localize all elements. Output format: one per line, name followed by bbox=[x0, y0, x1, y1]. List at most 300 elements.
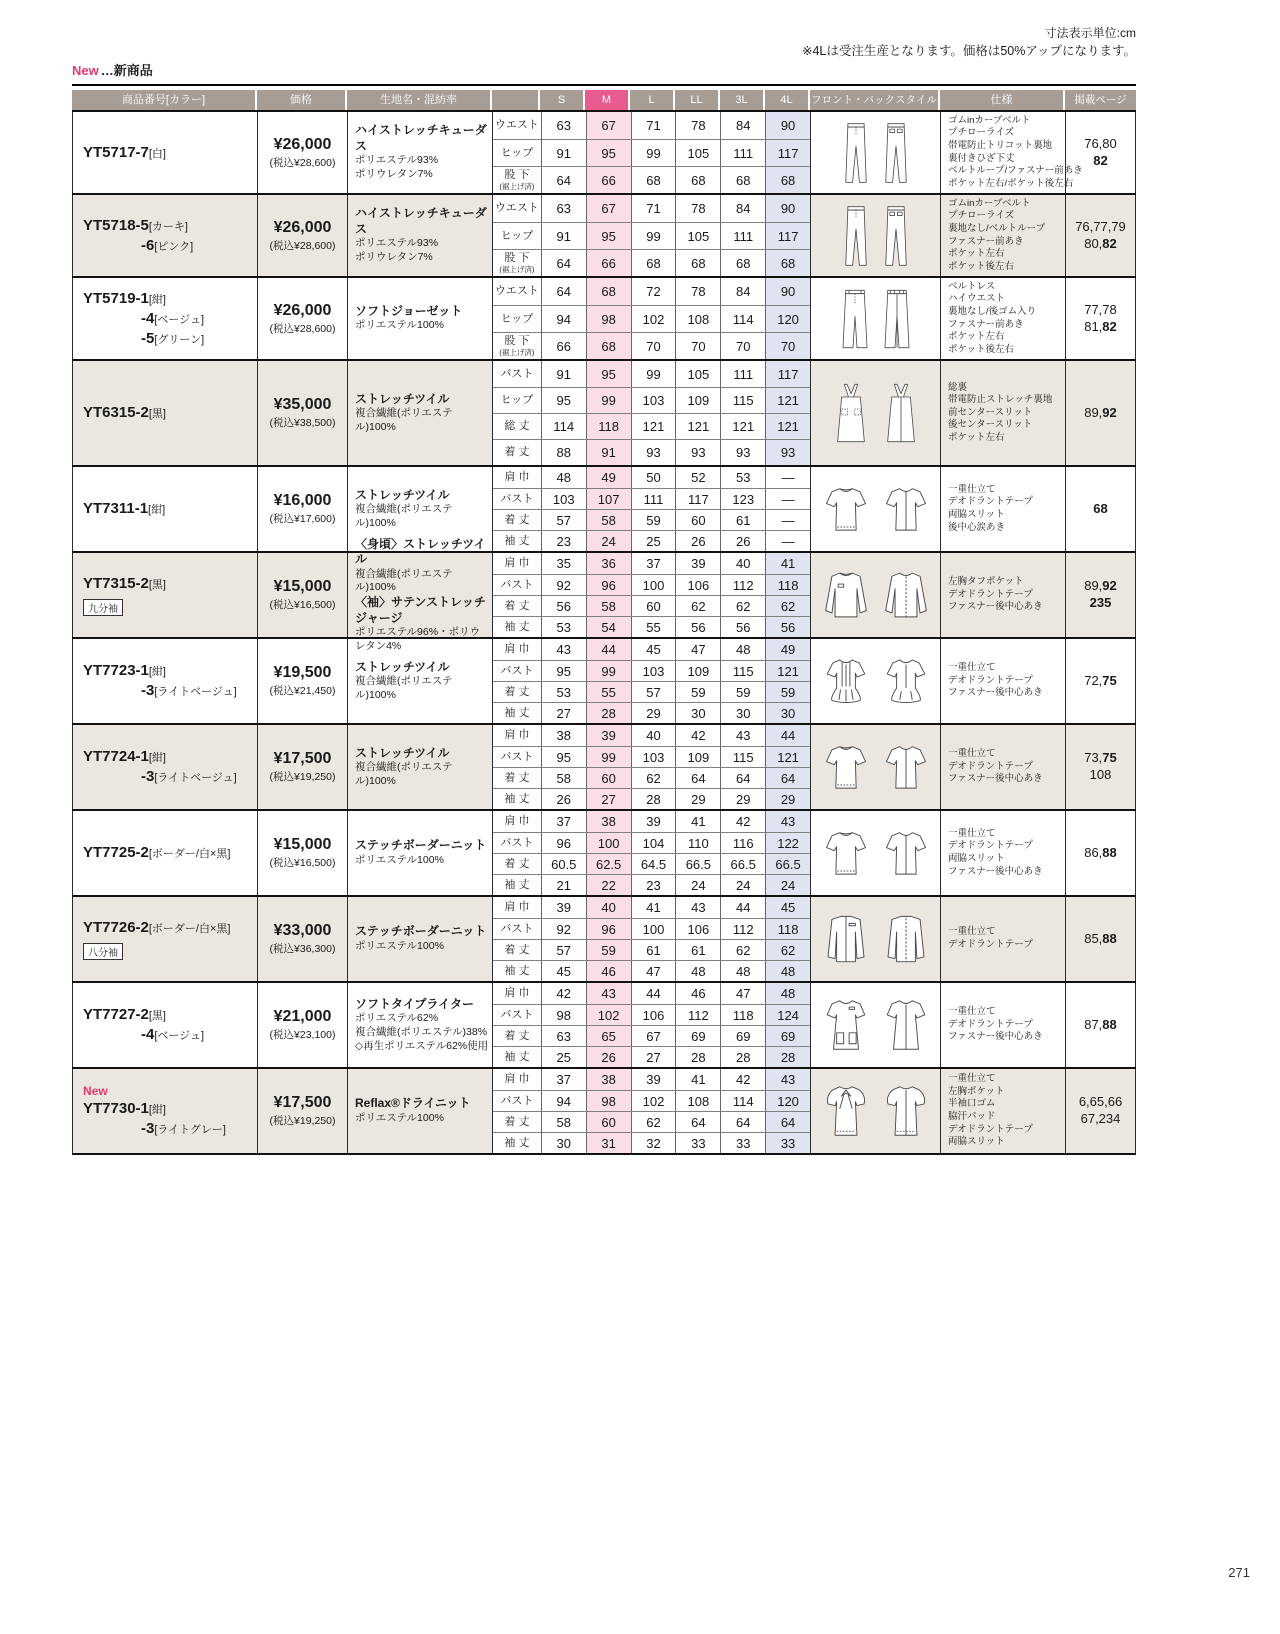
price-cell bbox=[257, 983, 347, 1067]
size-value: 53 bbox=[720, 467, 765, 488]
spec-line: 後センタースリット bbox=[948, 419, 1033, 431]
size-value: 31 bbox=[586, 1133, 631, 1153]
fabric-cell bbox=[347, 983, 492, 1067]
size-value: 64 bbox=[541, 167, 586, 193]
size-value: — bbox=[765, 467, 810, 488]
fabric-cell bbox=[347, 725, 492, 809]
size-value: 29 bbox=[675, 789, 720, 809]
measurement-label bbox=[493, 140, 541, 166]
spec-line: デオドラントテープ bbox=[948, 1123, 1033, 1135]
fabric-line: ステッチボーダーニット bbox=[355, 924, 487, 939]
table-row bbox=[72, 465, 1136, 551]
size-value: 26 bbox=[586, 1047, 631, 1067]
measurement-label bbox=[493, 1069, 541, 1090]
size-value: 70 bbox=[720, 333, 765, 359]
size-value: 110 bbox=[675, 833, 720, 853]
size-value: 43 bbox=[675, 897, 720, 918]
measurement-row bbox=[493, 939, 810, 960]
size-value: 120 bbox=[765, 1091, 810, 1111]
product-code bbox=[83, 403, 257, 423]
size-value: 100 bbox=[586, 833, 631, 853]
product-code bbox=[83, 918, 257, 938]
size-value: 118 bbox=[720, 1005, 765, 1025]
size-value: 107 bbox=[586, 489, 631, 509]
page-ref bbox=[1084, 750, 1117, 767]
spec-line: 両脇スリット bbox=[948, 509, 1005, 520]
product-code bbox=[83, 1025, 257, 1045]
size-value: 103 bbox=[541, 489, 586, 509]
fabric-line: ソフトジョーゼット bbox=[355, 303, 463, 318]
size-value: 72 bbox=[631, 278, 676, 305]
size-value: 58 bbox=[541, 1112, 586, 1132]
size-value: 122 bbox=[765, 833, 810, 853]
header-spec: 仕様 bbox=[940, 90, 1065, 110]
size-value: 68 bbox=[675, 167, 720, 193]
measurement-row bbox=[493, 874, 810, 895]
spec-line: 帯電防止ストレッチ裏地 bbox=[948, 394, 1053, 406]
size-value: 118 bbox=[765, 919, 810, 939]
size-value: 28 bbox=[720, 1047, 765, 1067]
product-cell bbox=[72, 897, 257, 981]
measurement-label bbox=[493, 617, 541, 637]
size-value: 66.5 bbox=[675, 854, 720, 874]
measurement-label-text: バスト bbox=[500, 367, 534, 380]
measurement-label bbox=[493, 414, 541, 439]
measurement-row bbox=[493, 166, 810, 193]
size-value: 91 bbox=[541, 361, 586, 387]
product-code-number: -4 bbox=[141, 309, 155, 327]
measurement-row bbox=[493, 195, 810, 222]
size-value: 59 bbox=[586, 940, 631, 960]
measurement-row bbox=[493, 222, 810, 249]
measurement-label bbox=[493, 333, 541, 359]
fabric-cell bbox=[347, 278, 492, 359]
size-value: 123 bbox=[720, 489, 765, 509]
measurement-label-text: 着 丈 bbox=[504, 771, 530, 784]
price: ¥16,000 bbox=[273, 492, 332, 509]
size-value: 42 bbox=[720, 1069, 765, 1090]
size-value: 99 bbox=[586, 661, 631, 681]
measurement-row bbox=[493, 112, 810, 139]
garment-front-illustration bbox=[841, 116, 871, 190]
garment-back-illustration bbox=[881, 569, 931, 621]
garment-back-illustration bbox=[881, 997, 931, 1053]
price: ¥26,000 bbox=[273, 135, 332, 153]
fabric-cell bbox=[347, 811, 492, 895]
product-code bbox=[83, 329, 257, 349]
measurement-row bbox=[493, 1004, 810, 1025]
page-ref-number: 87, bbox=[1084, 1016, 1103, 1032]
fabric-line: ハイストレッチキューダス bbox=[355, 123, 487, 153]
page-ref-number: 92 bbox=[1102, 578, 1117, 594]
spec-line: デオドラントテープ bbox=[948, 939, 1033, 950]
spec-line: ポケット左右/ポケット後左右 bbox=[948, 177, 1074, 189]
price: ¥26,000 bbox=[273, 301, 332, 319]
product-code bbox=[83, 289, 257, 309]
size-value: 35 bbox=[541, 553, 586, 574]
measurement-label bbox=[493, 361, 541, 387]
product-code-number: YT7725-2 bbox=[83, 844, 149, 861]
table-row bbox=[72, 1067, 1136, 1153]
measurement-label bbox=[493, 940, 541, 960]
measurement-label-text: 肩 巾 bbox=[504, 987, 530, 999]
measurement-label bbox=[493, 531, 541, 551]
size-value: 33 bbox=[765, 1133, 810, 1153]
spec-line: 左胸ポケット bbox=[948, 1085, 1005, 1097]
size-value: 114 bbox=[720, 306, 765, 332]
measurement-label-text: 着 丈 bbox=[504, 857, 530, 870]
size-value: 23 bbox=[541, 531, 586, 551]
garment-front-illustration bbox=[839, 282, 871, 356]
spec-line: ポケット左右 bbox=[948, 431, 1005, 443]
measurement-row bbox=[493, 983, 810, 1004]
fabric-line: 複合繊維(ポリエステル)100% bbox=[355, 567, 453, 594]
size-value: 68 bbox=[765, 250, 810, 276]
size-value: 29 bbox=[631, 703, 676, 723]
table-row bbox=[72, 723, 1136, 809]
size-value: 65 bbox=[586, 1026, 631, 1046]
table-row bbox=[72, 809, 1136, 895]
spec-cell bbox=[940, 278, 1065, 359]
price-with-tax: (税込¥19,250) bbox=[269, 1115, 336, 1127]
size-value: 59 bbox=[765, 682, 810, 702]
spec-line: ゴムinカーブベルト bbox=[948, 114, 1031, 126]
size-value: 95 bbox=[586, 223, 631, 249]
fabric-line: 複合繊維(ポリエステル)100% bbox=[355, 407, 453, 433]
size-value: 41 bbox=[675, 1069, 720, 1090]
size-value: 103 bbox=[631, 388, 676, 413]
spec-line: ファスナー前あき bbox=[948, 235, 1024, 247]
page-ref-number: 86, bbox=[1084, 844, 1103, 860]
measurement-label bbox=[493, 961, 541, 981]
table-row bbox=[72, 895, 1136, 981]
size-value: 93 bbox=[631, 440, 676, 465]
spec-cell bbox=[940, 112, 1083, 193]
size-value: 57 bbox=[631, 682, 676, 702]
measurement-row bbox=[493, 139, 810, 166]
size-value: 64 bbox=[765, 1112, 810, 1132]
size-value: 109 bbox=[675, 661, 720, 681]
size-value: 115 bbox=[720, 661, 765, 681]
size-value: 95 bbox=[541, 388, 586, 413]
measurement-label-text: 着 丈 bbox=[504, 599, 530, 612]
size-value: 49 bbox=[586, 467, 631, 488]
size-value: 102 bbox=[631, 1091, 676, 1111]
measurement-row bbox=[493, 767, 810, 788]
measurement-label-text: 着 丈 bbox=[504, 1029, 530, 1042]
style-cell bbox=[810, 553, 940, 637]
measurement-label bbox=[493, 747, 541, 767]
size-value: 44 bbox=[586, 639, 631, 660]
size-value: 27 bbox=[631, 1047, 676, 1067]
spec-line: ファスナー後中心あき bbox=[948, 773, 1043, 785]
garment-front-illustration bbox=[821, 912, 871, 966]
price-cell bbox=[257, 639, 347, 723]
page-ref-number: 235 bbox=[1089, 595, 1112, 610]
measurement-label-text: ヒップ bbox=[500, 229, 534, 242]
measurement-label bbox=[493, 467, 541, 488]
pages-cell bbox=[1065, 361, 1136, 465]
size-value: 105 bbox=[675, 361, 720, 387]
spec-cell bbox=[940, 811, 1065, 895]
price-with-tax: (税込¥16,500) bbox=[269, 857, 336, 869]
measurement-label bbox=[493, 223, 541, 249]
sleeve-length-tag: 八分袖 bbox=[83, 943, 123, 960]
fabric-line: 〈袖〉サテンストレッチジャージ bbox=[355, 595, 486, 625]
header-product: 商品番号[カラー] bbox=[72, 90, 257, 110]
product-code-number: YT7726-2 bbox=[83, 919, 149, 936]
size-value: 96 bbox=[586, 919, 631, 939]
size-value: 50 bbox=[631, 467, 676, 488]
spec-line: 左胸タフポケット bbox=[948, 576, 1024, 588]
page-ref-number: 88 bbox=[1102, 930, 1117, 946]
measurement-row bbox=[493, 746, 810, 767]
size-value: 96 bbox=[541, 833, 586, 853]
size-value: 62 bbox=[765, 940, 810, 960]
size-value: 90 bbox=[765, 112, 810, 139]
size-value: 48 bbox=[765, 983, 810, 1004]
measurement-label-text: 肩 巾 bbox=[504, 1073, 530, 1085]
product-cell bbox=[72, 467, 257, 551]
price: ¥15,000 bbox=[273, 578, 332, 595]
fabric-cell bbox=[347, 112, 492, 193]
size-value: 109 bbox=[675, 388, 720, 413]
page-ref-number: 80, bbox=[1084, 235, 1103, 251]
pages-cell bbox=[1065, 983, 1136, 1067]
size-value: 62 bbox=[765, 596, 810, 616]
size-value: 108 bbox=[675, 1091, 720, 1111]
measurement-label-text: 肩 巾 bbox=[504, 815, 530, 827]
unit-note: 寸法表示単位:cm bbox=[1044, 26, 1136, 40]
product-code-number: YT5717-7 bbox=[83, 143, 149, 161]
size-value: 66 bbox=[541, 333, 586, 359]
product-color-name: [ベージュ] bbox=[154, 313, 205, 326]
measurement-row bbox=[493, 1132, 810, 1153]
size-value: 53 bbox=[541, 682, 586, 702]
size-value: 95 bbox=[541, 661, 586, 681]
size-value: 118 bbox=[765, 575, 810, 595]
size-grid bbox=[492, 811, 810, 895]
size-value: 22 bbox=[586, 875, 631, 895]
style-cell bbox=[810, 1069, 940, 1153]
measurement-label-text: バスト bbox=[500, 750, 534, 763]
size-value: 114 bbox=[720, 1091, 765, 1111]
size-value: 54 bbox=[586, 617, 631, 637]
page-ref bbox=[1084, 236, 1117, 253]
spec-line: 後中心涙あき bbox=[948, 521, 1006, 533]
size-value: 78 bbox=[675, 278, 720, 305]
spec-line: ファスナー前あき bbox=[948, 318, 1024, 330]
measurement-label-text: 着 丈 bbox=[504, 943, 530, 956]
size-value: 111 bbox=[631, 489, 676, 509]
spec-line: 帯電防止トリコット裏地 bbox=[948, 139, 1053, 151]
size-value: 43 bbox=[541, 639, 586, 660]
table-row bbox=[72, 359, 1136, 465]
measurement-label-sub: (裾上げ済) bbox=[499, 347, 535, 357]
header-measure-blank bbox=[492, 90, 540, 110]
product-code-number: YT6315-2 bbox=[83, 404, 149, 421]
size-value: 103 bbox=[631, 661, 676, 681]
size-value: 121 bbox=[631, 414, 676, 439]
size-value: 66.5 bbox=[765, 854, 810, 874]
size-value: 40 bbox=[586, 897, 631, 918]
measurement-label-text: 肩 巾 bbox=[504, 643, 530, 655]
size-value: 47 bbox=[675, 639, 720, 660]
size-value: 121 bbox=[765, 747, 810, 767]
header-size-ll: LL bbox=[675, 90, 720, 110]
page-ref-number: 76,80 bbox=[1084, 135, 1117, 151]
measurement-label bbox=[493, 897, 541, 918]
table-header-row bbox=[72, 90, 1136, 110]
product-color-name: [ライトグレー] bbox=[154, 1123, 226, 1136]
product-cell bbox=[72, 1069, 257, 1153]
style-cell bbox=[810, 112, 940, 193]
page-ref-number: 76,77,79 bbox=[1075, 218, 1126, 234]
size-grid bbox=[492, 467, 810, 551]
measurement-row bbox=[493, 788, 810, 809]
page-ref-number: 85, bbox=[1084, 930, 1103, 946]
header-fabric: 生地名・混紡率 bbox=[347, 90, 492, 110]
price-cell bbox=[257, 897, 347, 981]
fabric-line: ハイストレッチキューダス bbox=[355, 206, 487, 236]
size-value: 52 bbox=[675, 467, 720, 488]
size-value: 58 bbox=[541, 768, 586, 788]
measurement-label-text: バスト bbox=[500, 578, 534, 591]
size-value: 114 bbox=[541, 414, 586, 439]
page-ref bbox=[1075, 219, 1126, 236]
size-value: 30 bbox=[765, 703, 810, 723]
size-value: 61 bbox=[720, 510, 765, 530]
size-value: 43 bbox=[720, 725, 765, 746]
size-value: 38 bbox=[541, 725, 586, 746]
table-row bbox=[72, 276, 1136, 359]
spec-line: 脇汗パッド bbox=[948, 1111, 996, 1122]
style-cell bbox=[810, 811, 940, 895]
measurement-label-text: ヒップ bbox=[500, 394, 534, 406]
size-value: 33 bbox=[675, 1133, 720, 1153]
size-value: 28 bbox=[631, 789, 676, 809]
product-code bbox=[83, 747, 257, 767]
fabric-line: ポリウレタン7% bbox=[355, 251, 433, 264]
measurement-label-text: 袖 丈 bbox=[504, 1050, 530, 1063]
size-value: 38 bbox=[586, 811, 631, 832]
measurement-label-text: 袖 丈 bbox=[504, 706, 530, 719]
size-value: — bbox=[765, 510, 810, 530]
size-value: 84 bbox=[720, 278, 765, 305]
page-ref-number: 88 bbox=[1102, 844, 1117, 860]
size-value: 37 bbox=[631, 553, 676, 574]
size-value: 68 bbox=[586, 278, 631, 305]
page-ref-number: 88 bbox=[1102, 1016, 1117, 1032]
product-cell bbox=[72, 983, 257, 1067]
size-value: 60 bbox=[675, 510, 720, 530]
fabric-cell bbox=[347, 639, 492, 723]
size-value: 44 bbox=[631, 983, 676, 1004]
price-cell bbox=[257, 1069, 347, 1153]
spec-line: 両脇スリット bbox=[948, 1136, 1005, 1148]
header-style: フロント・バックスタイル bbox=[810, 90, 940, 110]
size-value: 69 bbox=[765, 1026, 810, 1046]
pages-cell bbox=[1065, 725, 1136, 809]
measurement-label-text: ヒップ bbox=[500, 312, 534, 325]
measurement-label bbox=[493, 1091, 541, 1111]
product-code-number: -4 bbox=[141, 1026, 155, 1043]
pages-cell bbox=[1065, 553, 1136, 637]
page-ref-number: 81, bbox=[1084, 318, 1103, 334]
size-value: 28 bbox=[586, 703, 631, 723]
product-color-name: [カーキ] bbox=[148, 220, 188, 233]
measurement-label-text: 袖 丈 bbox=[504, 534, 530, 547]
size-value: 100 bbox=[631, 919, 676, 939]
price-cell bbox=[257, 195, 347, 276]
size-value: 92 bbox=[541, 919, 586, 939]
size-value: 64 bbox=[675, 768, 720, 788]
spec-line: 半袖口ゴム bbox=[948, 1098, 996, 1110]
page-ref bbox=[1084, 578, 1117, 595]
header-size-s: S bbox=[540, 90, 585, 110]
size-value: 68 bbox=[675, 250, 720, 276]
product-color-name: [黒] bbox=[148, 579, 166, 591]
size-value: 117 bbox=[765, 140, 810, 166]
size-value: 40 bbox=[631, 725, 676, 746]
price-with-tax: (税込¥19,250) bbox=[269, 771, 336, 783]
product-code-number: YT7724-1 bbox=[83, 748, 149, 765]
product-code bbox=[83, 1099, 257, 1119]
pages-cell bbox=[1065, 897, 1136, 981]
size-value: 102 bbox=[586, 1005, 631, 1025]
header-size-4l: 4L bbox=[765, 90, 810, 110]
size-value: 92 bbox=[541, 575, 586, 595]
style-cell bbox=[810, 361, 940, 465]
size-value: 44 bbox=[765, 725, 810, 746]
size-value: 21 bbox=[541, 875, 586, 895]
size-value: 43 bbox=[586, 983, 631, 1004]
product-cell bbox=[72, 639, 257, 723]
fabric-line: 〈身頃〉ストレッチツイル bbox=[355, 536, 486, 567]
size-grid bbox=[492, 195, 810, 276]
spec-line: 一重仕立て bbox=[948, 827, 996, 839]
garment-front-illustration bbox=[821, 742, 871, 792]
size-value: 62 bbox=[720, 940, 765, 960]
size-value: 45 bbox=[541, 961, 586, 981]
product-cell bbox=[72, 112, 257, 193]
measurement-row bbox=[493, 387, 810, 413]
new-products-legend bbox=[72, 60, 1136, 86]
page-ref-number: 77,78 bbox=[1084, 301, 1117, 317]
product-color-name: [紺] bbox=[148, 752, 166, 764]
spec-line: ファスナー後中心あき bbox=[948, 1031, 1043, 1043]
measurement-label bbox=[493, 789, 541, 809]
measurement-label bbox=[493, 489, 541, 509]
spec-line: 一重仕立て bbox=[948, 662, 996, 674]
page-ref-number: 92 bbox=[1102, 404, 1117, 420]
measurement-row bbox=[493, 681, 810, 702]
size-value: 37 bbox=[541, 1069, 586, 1090]
size-value: 25 bbox=[631, 531, 676, 551]
size-value: 104 bbox=[631, 833, 676, 853]
size-value: 121 bbox=[720, 414, 765, 439]
page-ref-number: 89, bbox=[1084, 404, 1103, 420]
size-value: 98 bbox=[586, 1091, 631, 1111]
size-value: 105 bbox=[675, 140, 720, 166]
style-cell bbox=[810, 278, 940, 359]
size-value: — bbox=[765, 489, 810, 509]
size-value: 124 bbox=[765, 1005, 810, 1025]
garment-front-illustration bbox=[821, 828, 871, 878]
spec-line: ゴムinカーブベルト bbox=[948, 197, 1031, 209]
fabric-line: ストレッチツイル bbox=[355, 659, 450, 674]
pages-cell bbox=[1065, 1069, 1136, 1153]
